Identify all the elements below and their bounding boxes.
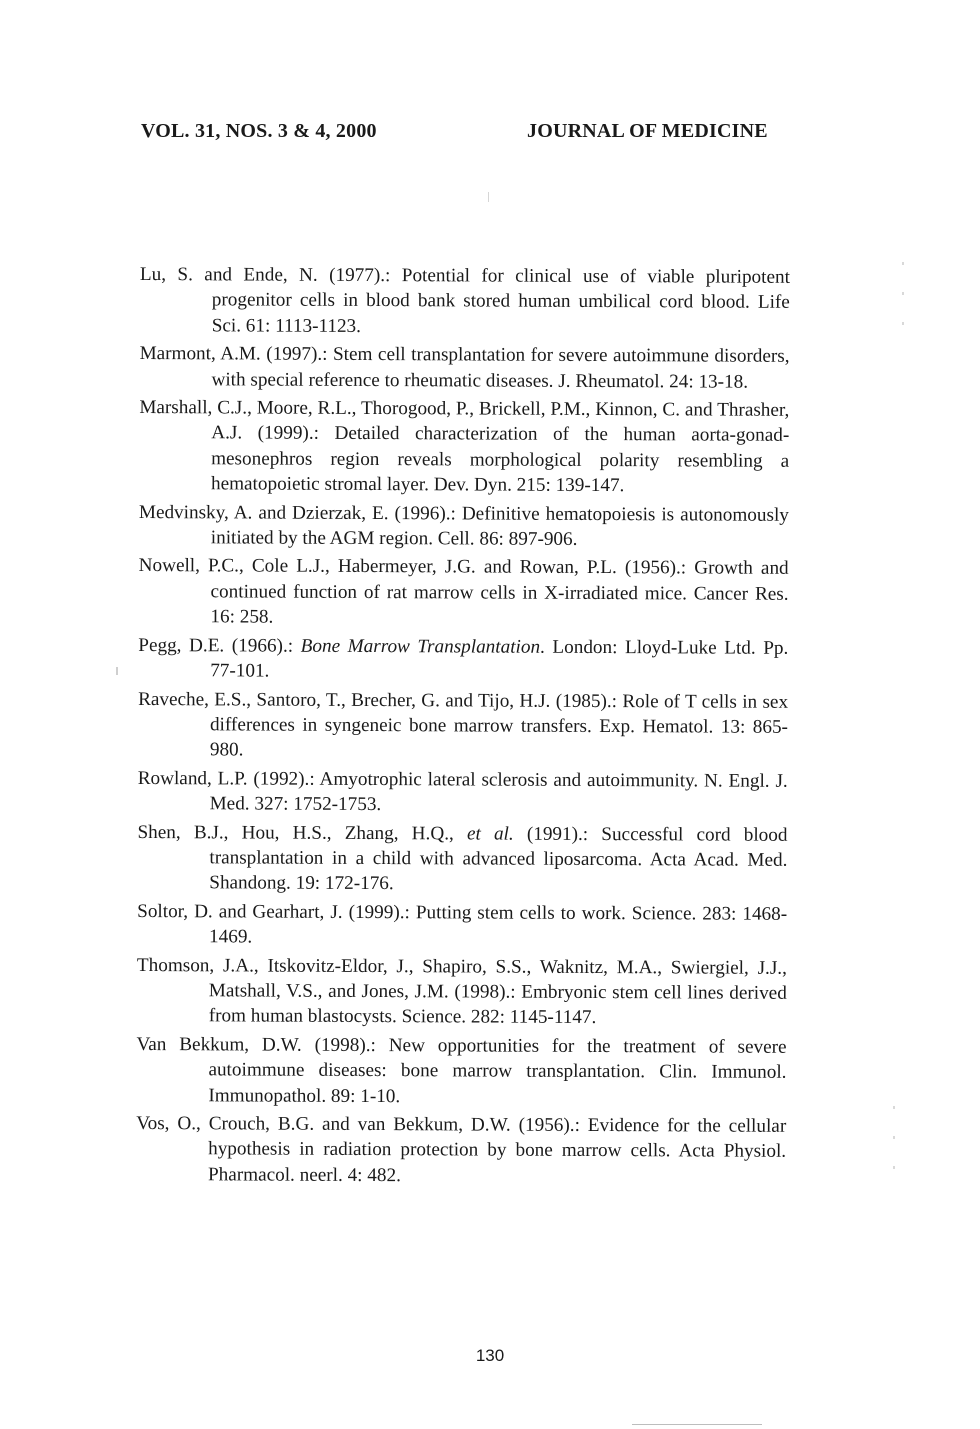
scan-mark [902,262,904,342]
reference-item: Van Bekkum, D.W. (1998).: New opportunities for the treatment of severe autoimmune diseases: bone marrow transplantation. Clin. Immunol. Immunopathol. 89: 1-10. [136,1033,787,1107]
reference-item: Medvinsky, A. and Dzierzak, E. (1996).: Definitive hematopoiesis is autonomously initiated by the AGM region. Cell. 86: 897-906. [138,501,789,550]
reference-text: Shen, B.J., Hou, H.S., Zhang, H.Q., [137,821,468,844]
reference-item [138,633,788,687]
reference-title-italic: Bone Marrow Transplantation [300,635,541,658]
reference-item: Soltor, D. and Gearhart, J. (1999).: Putting stem cells to work. Science. 283: 1468-1469. [137,900,788,948]
reference-text: . London: Lloyd-Luke Ltd. Pp. 77-101. [210,636,789,682]
reference-item: Marshall, C.J., Moore, R.L., Thorogood, P., Brickell, P.M., Kinnon, C. and Thrasher, A.J. (1999).: Detailed characterization of the human aorta-gonad-mesonephros region reveals morphological polarity resembling a hematopoietic stromal layer. Dev. Dyn. 215: 139-147. [139,397,790,497]
reference-text: (1991).: Successful cord blood transplantation in a child with advanced liposarcoma. Acta Acad. Med. Shandong. 19: 172-176. [209,823,788,895]
reference-item: Thomson, J.A., Itskovitz-Eldor, J., Shapiro, S.S., Waknitz, M.A., Swiergiel, J.J., Matshall, V.S., and Jones, J.M. (1998).: Embryonic stem cell lines derived from human blastocysts. Science. 282: 1145-1147. [136,954,787,1029]
reference-item: Nowell, P.C., Cole L.J., Habermeyer, J.G. and Rowan, P.L. (1956).: Growth and continued function of rat marrow cells in X-irradiated mice. Cancer Res. 16: 258. [138,555,789,628]
reference-item: Marmont, A.M. (1997).: Stem cell transplantation for severe autoimmune disorders, with special reference to rheumatic diseases. J. Rheumatol. 24: 13-18. [139,343,790,393]
reference-list [136,262,790,1193]
journal-header: JOURNAL OF MEDICINE [527,120,768,142]
reference-text: Pegg, D.E. (1966).: [138,634,301,657]
reference-item: Rowland, L.P. (1992).: Amyotrophic lateral sclerosis and autoimmunity. N. Engl. J. Med. 327: 1752-1753. [137,767,788,816]
reference-item: Raveche, E.S., Santoro, T., Brecher, G. and Tijo, H.J. (1985).: Role of T cells in sex differences in syngeneic bone marrow transfers. Exp. Hematol. 13: 865-980. [138,688,789,761]
reference-item [137,820,787,899]
reference-etal-italic: et al. [466,822,514,845]
page-number: 130 [475,1346,505,1365]
volume-header: VOL. 31, NOS. 3 & 4, 2000 [141,120,377,142]
reference-item: Lu, S. and Ende, N. (1977).: Potential for clinical use of viable pluripotent progenitor cells in blood bank stored human umbilical cord blood. Life Sci. 61: 1113-1123. [139,263,790,337]
scan-mark [488,192,489,202]
reference-item: Vos, O., Crouch, B.G. and van Bekkum, D.W. (1956).: Evidence for the cellular hypothesis in radiation protection by bone marrow cells. Acta Physiol. Pharmacol. neerl. 4: 482. [136,1112,787,1186]
scan-mark [116,667,118,675]
scan-mark [632,1424,762,1425]
scan-mark [893,1106,895,1186]
